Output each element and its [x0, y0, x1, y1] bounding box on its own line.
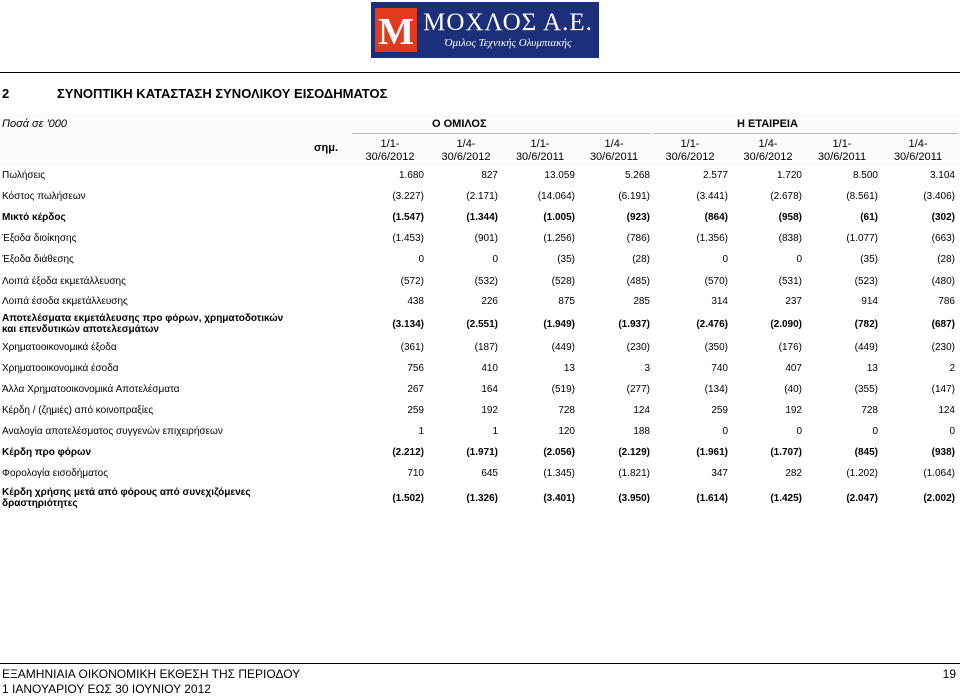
table-cell: (2.476) — [696, 319, 728, 330]
table-cell: (485) — [626, 276, 650, 287]
table-cell: 8.500 — [852, 170, 878, 181]
table-cell: (1.326) — [466, 493, 498, 504]
table-cell: 0 — [492, 254, 498, 265]
table-cell: (3.441) — [696, 191, 728, 202]
column-header-line1: 1/1- — [530, 138, 550, 150]
table-cell: 438 — [407, 296, 424, 307]
table-cell: (2.002) — [923, 493, 955, 504]
company-underline — [654, 133, 958, 134]
table-cell: 2 — [949, 363, 955, 374]
table-cell: (480) — [931, 276, 955, 287]
table-cell: (230) — [931, 342, 955, 353]
page-number: 19 — [942, 667, 956, 681]
table-cell: (361) — [400, 342, 424, 353]
row-label-text: Αποτελέσματα εκμετάλευσης προ φόρων, χρηματοδοτικών — [2, 313, 284, 324]
table-cell: 0 — [872, 426, 878, 437]
table-cell: (1.547) — [392, 212, 424, 223]
row-label-text: Κέρδη χρήσης μετά από φόρους από συνεχιζόμενες — [2, 487, 251, 498]
table-cell: (2.551) — [466, 319, 498, 330]
table-cell: 756 — [407, 363, 424, 374]
table-cell: 164 — [481, 384, 498, 395]
table-cell: (528) — [551, 276, 575, 287]
column-header-line1: 1/1- — [680, 138, 700, 150]
column-header-line2: 30/6/2011 — [589, 151, 639, 163]
table-cell: (532) — [474, 276, 498, 287]
row-label — [2, 170, 45, 181]
row-label — [2, 212, 66, 223]
table-cell: 192 — [785, 405, 802, 416]
row-label — [2, 426, 223, 437]
row-label — [2, 313, 283, 335]
table-cell: 13 — [563, 363, 575, 374]
table-cell: 0 — [796, 254, 802, 265]
table-cell: (3.401) — [543, 493, 575, 504]
table-cell: (1.949) — [543, 319, 575, 330]
logo-subtitle: Όμιλος Τεχνικής Ολυμπιακής — [444, 37, 572, 49]
table-cell: (786) — [626, 233, 650, 244]
column-header — [426, 138, 506, 164]
row-label-text: Πωλήσεις — [2, 170, 46, 181]
row-label — [2, 363, 119, 374]
column-header-line2: 30/6/2012 — [665, 151, 715, 163]
table-cell: (277) — [626, 384, 650, 395]
table-cell: 314 — [711, 296, 728, 307]
table-cell: 410 — [481, 363, 498, 374]
row-label — [2, 487, 251, 509]
table-cell: (1.971) — [466, 447, 498, 458]
table-cell: (1.064) — [923, 468, 955, 479]
logo-title: ΜΟΧΛΟΣ Α.Ε. — [423, 9, 593, 36]
table-cell: 0 — [418, 254, 424, 265]
table-cell: 2.577 — [702, 170, 728, 181]
table-cell: 3 — [644, 363, 650, 374]
row-label-text: Αναλογία αποτελέσματος συγγενών επιχειρήσεων — [2, 426, 223, 437]
row-label-text: Κέρδη προ φόρων — [2, 447, 92, 458]
table-cell: 1.720 — [776, 170, 802, 181]
column-header-line1: 1/4- — [604, 138, 624, 150]
table-cell: 259 — [711, 405, 728, 416]
row-label — [2, 233, 76, 244]
table-cell: (147) — [931, 384, 955, 395]
table-cell: (1.344) — [466, 212, 498, 223]
table-cell: (1.345) — [543, 468, 575, 479]
table-cell: 1 — [418, 426, 424, 437]
table-cell: (1.937) — [618, 319, 650, 330]
table-cell: 1 — [492, 426, 498, 437]
table-cell: 728 — [558, 405, 575, 416]
row-label-text: Έξοδα διάθεσης — [2, 254, 74, 265]
table-cell: (40) — [784, 384, 802, 395]
table-cell: (8.561) — [846, 191, 878, 202]
table-cell: 13 — [866, 363, 878, 374]
table-cell: (28) — [632, 254, 650, 265]
footer-report-title: ΕΞΑΜΗΝΙΑΙΑ ΟΙΚΟΝΟΜΙΚΗ ΕΚΘΕΣΗ ΤΗΣ ΠΕΡΙΟΔΟΥ — [2, 667, 301, 681]
table-cell: (1.425) — [770, 493, 802, 504]
row-label — [2, 468, 108, 479]
table-cell: (572) — [400, 276, 424, 287]
table-cell: (1.707) — [770, 447, 802, 458]
table-cell: 0 — [796, 426, 802, 437]
table-cell: (3.406) — [923, 191, 955, 202]
row-label-text: Άλλα Χρηματοοικονομικά Αποτελέσματα — [2, 384, 180, 395]
row-label — [2, 296, 128, 307]
table-cell: (302) — [931, 212, 955, 223]
column-header — [650, 138, 730, 164]
table-cell: 914 — [861, 296, 878, 307]
table-cell: (519) — [551, 384, 575, 395]
table-cell: (355) — [854, 384, 878, 395]
table-cell: 282 — [785, 468, 802, 479]
table-cell: 285 — [633, 296, 650, 307]
table-cell: (523) — [854, 276, 878, 287]
logo-m-mark — [375, 6, 417, 54]
row-label-text: Μικτό κέρδος — [2, 212, 66, 223]
table-cell: 0 — [722, 426, 728, 437]
section-title: ΣΥΝΟΠΤΙΚΗ ΚΑΤΑΣΤΑΣΗ ΣΥΝΟΛΙΚΟΥ ΕΙΣΟΔΗΜΑΤΟΣ — [57, 86, 388, 101]
amounts-note: Ποσά σε '000 — [2, 118, 68, 130]
table-cell: 267 — [407, 384, 424, 395]
column-header — [500, 138, 580, 164]
row-label — [2, 384, 180, 395]
table-cell: (570) — [704, 276, 728, 287]
table-cell: (1.005) — [543, 212, 575, 223]
table-cell: (3.950) — [618, 493, 650, 504]
table-cell: 3.104 — [929, 170, 955, 181]
column-header — [802, 138, 882, 164]
table-cell: (938) — [931, 447, 955, 458]
column-header-line2: 30/6/2011 — [893, 151, 943, 163]
table-cell: (35) — [860, 254, 878, 265]
table-cell: 728 — [861, 405, 878, 416]
row-label — [2, 254, 74, 265]
row-label-text: Χρηματοοικονομικά έξοδα — [2, 342, 117, 353]
row-label-text: Λοιπά έξοδα εκμετάλλευσης — [2, 276, 126, 287]
table-cell: 645 — [481, 468, 498, 479]
table-cell: 0 — [722, 254, 728, 265]
section-number: 2 — [2, 86, 10, 101]
row-label — [2, 342, 117, 353]
row-label-text-2: και επενδυτικών αποτελεσμάτων — [2, 324, 159, 335]
table-cell: (176) — [778, 342, 802, 353]
table-cell: (1.961) — [696, 447, 728, 458]
column-header-line1: 1/1- — [832, 138, 852, 150]
note-column-header: σημ. — [313, 142, 339, 154]
table-cell: (1.202) — [846, 468, 878, 479]
column-header-line2: 30/6/2012 — [365, 151, 415, 163]
table-cell: (61) — [860, 212, 878, 223]
table-cell: 347 — [711, 468, 728, 479]
row-label — [2, 405, 153, 416]
svg-text:M: M — [378, 11, 414, 53]
footer-period: 1 ΙΑΝΟΥΑΡΙΟΥ ΕΩΣ 30 ΙΟΥΝΙΟΥ 2012 — [2, 682, 211, 696]
column-header-line1: 1/4- — [456, 138, 476, 150]
column-header-line1: 1/1- — [380, 138, 400, 150]
table-cell: (782) — [854, 319, 878, 330]
row-label-text-2: δραστηριότητες — [2, 498, 78, 509]
table-cell: (449) — [854, 342, 878, 353]
column-header-line2: 30/6/2011 — [817, 151, 867, 163]
column-header-line1: 1/4- — [908, 138, 928, 150]
row-label — [2, 276, 126, 287]
table-cell: (134) — [704, 384, 728, 395]
table-cell: 259 — [407, 405, 424, 416]
table-cell: (1.614) — [696, 493, 728, 504]
table-cell: 124 — [938, 405, 955, 416]
group-underline — [352, 133, 650, 134]
table-cell: 5.268 — [624, 170, 650, 181]
row-label — [2, 447, 91, 458]
table-cell: 827 — [481, 170, 498, 181]
table-cell: (923) — [626, 212, 650, 223]
column-header-line2: 30/6/2012 — [743, 151, 793, 163]
table-cell: (663) — [931, 233, 955, 244]
table-cell: (838) — [778, 233, 802, 244]
table-cell: (687) — [931, 319, 955, 330]
table-cell: (864) — [704, 212, 728, 223]
table-cell: (2.056) — [543, 447, 575, 458]
table-cell: (1.077) — [846, 233, 878, 244]
table-cell: 237 — [785, 296, 802, 307]
table-cell: (3.134) — [392, 319, 424, 330]
table-cell: (14.064) — [537, 191, 575, 202]
column-header-line2: 30/6/2011 — [515, 151, 565, 163]
company-header: Η ΕΤΑΙΡΕΙΑ — [737, 118, 798, 130]
row-label-text: Κέρδη / (ζημιές) από κοινοπραξίες — [2, 405, 154, 416]
table-cell: 786 — [938, 296, 955, 307]
table-cell: 13.059 — [544, 170, 575, 181]
group-header: Ο ΟΜΙΛΟΣ — [432, 118, 487, 130]
table-cell: (6.191) — [618, 191, 650, 202]
table-cell: 120 — [558, 426, 575, 437]
table-cell: 124 — [633, 405, 650, 416]
table-cell: (1.453) — [392, 233, 424, 244]
row-label-text: Έξοδα διοίκησης — [2, 233, 77, 244]
table-cell: (2.171) — [466, 191, 498, 202]
table-cell: (449) — [551, 342, 575, 353]
row-label-text: Λοιπά έσοδα εκμετάλλευσης — [2, 296, 128, 307]
table-cell: (1.356) — [696, 233, 728, 244]
table-cell: (35) — [557, 254, 575, 265]
column-header — [878, 138, 958, 164]
table-cell: (2.212) — [392, 447, 424, 458]
column-header-line2: 30/6/2012 — [441, 151, 491, 163]
table-cell: 875 — [558, 296, 575, 307]
table-cell: (531) — [778, 276, 802, 287]
table-cell: (2.129) — [618, 447, 650, 458]
table-cell: (28) — [937, 254, 955, 265]
table-cell: 0 — [949, 426, 955, 437]
column-header — [574, 138, 654, 164]
table-cell: (187) — [474, 342, 498, 353]
column-header-line1: 1/4- — [758, 138, 778, 150]
table-cell: (2.678) — [770, 191, 802, 202]
table-cell: (2.090) — [770, 319, 802, 330]
table-cell: (1.502) — [392, 493, 424, 504]
row-label — [2, 191, 86, 202]
column-header — [728, 138, 808, 164]
table-cell: 710 — [407, 468, 424, 479]
table-cell: (3.227) — [392, 191, 424, 202]
table-cell: (1.821) — [618, 468, 650, 479]
table-cell: 188 — [633, 426, 650, 437]
row-label-text: Φορολογία εισοδήματος — [2, 468, 109, 479]
top-divider — [0, 72, 960, 73]
table-cell: (2.047) — [846, 493, 878, 504]
table-cell: 192 — [481, 405, 498, 416]
table-cell: (958) — [778, 212, 802, 223]
table-cell: 740 — [711, 363, 728, 374]
table-cell: 226 — [481, 296, 498, 307]
row-label-text: Χρηματοοικονομικά έσοδα — [2, 363, 119, 374]
row-label-text: Κόστος πωλήσεων — [2, 191, 86, 202]
table-cell: (230) — [626, 342, 650, 353]
table-cell: (901) — [474, 233, 498, 244]
table-cell: (1.256) — [543, 233, 575, 244]
footer-divider — [0, 663, 960, 664]
table-cell: (350) — [704, 342, 728, 353]
table-cell: (845) — [854, 447, 878, 458]
column-header — [350, 138, 430, 164]
table-cell: 407 — [785, 363, 802, 374]
table-cell: 1.680 — [398, 170, 424, 181]
company-logo — [371, 2, 599, 58]
